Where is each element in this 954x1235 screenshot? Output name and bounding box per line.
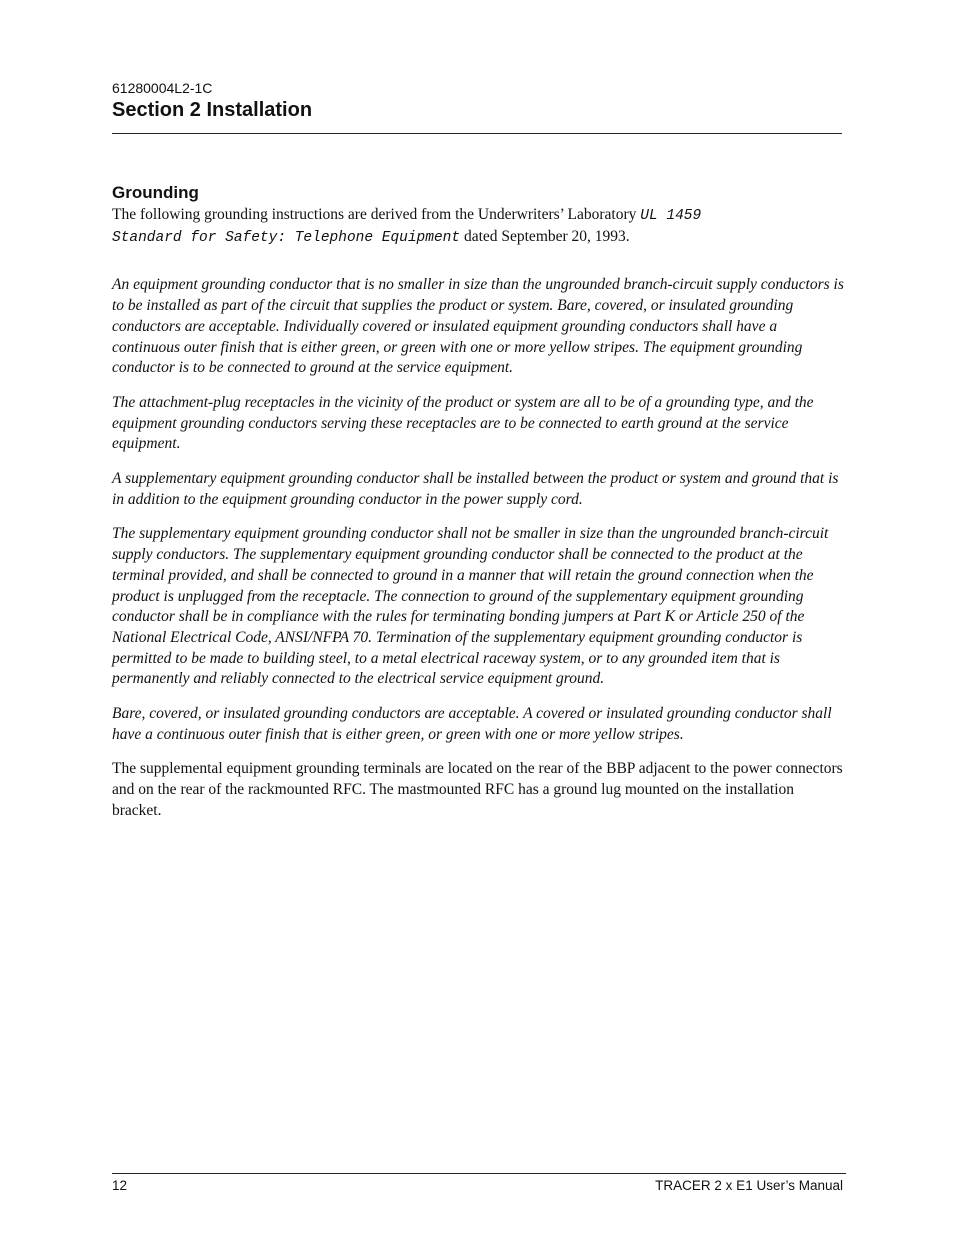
footer-divider [112, 1173, 846, 1174]
grounding-section [112, 182, 846, 822]
quoted-paragraph-3: A supplementary equipment grounding conductor shall be installed between the product or system and ground that is in addition to the equipment grounding conductor in the power supply cord. [112, 470, 839, 508]
standard-name-line2: Standard for Safety: Telephone Equipment [112, 229, 461, 246]
manual-title: TRACER 2 x E1 User’s Manual [655, 1178, 843, 1193]
header-divider [112, 133, 842, 134]
document-number: 61280004L2-1C [112, 80, 213, 96]
grounding-heading: Grounding [112, 183, 199, 202]
intro-text: The following grounding instructions are derived from the Underwriters’ Laboratory [112, 206, 641, 223]
intro-paragraph [112, 205, 846, 248]
page-number: 12 [112, 1178, 128, 1193]
quoted-paragraph-1: An equipment grounding conductor that is no smaller in size than the ungrounded branch-circuit supply conductors is to be installed as part of the circuit that supplies the product or system. Bare, covered, or insulated grounding conductors are acceptable. Individually covered or insulated equipment grounding conductors shall have a continuous outer finish that is either green, or green with one or more yellow stripes. The equipment grounding conductor is to be connected to ground at the service equipment. [112, 276, 844, 377]
standard-name-line1: UL 1459 [640, 208, 702, 224]
closing-paragraph: The supplemental equipment grounding terminals are located on the rear of the BBP adjacent to the power connectors and on the rear of the rackmounted RFC. The mastmounted RFC has a ground lug mounted on the installation bracket. [112, 760, 843, 819]
section-title: Section 2 Installation [112, 99, 313, 121]
quoted-paragraph-2: The attachment-plug receptacles in the vicinity of the product or system are all to be of a grounding type, and the equipment grounding conductors serving these receptacles are to be connected to earth ground at the service equipment. [112, 393, 814, 453]
intro-date-text: dated September 20, 1993. [460, 227, 630, 245]
quoted-paragraph-4: The supplementary equipment grounding conductor shall not be smaller in size than the ungrounded branch-circuit supply conductors. The supplementary equipment grounding conductor shall be connected to the product at the terminal provided, and shall be connected to ground in a manner that will retain the ground connection when the product is unplugged from the receptacle. The connection to ground of the supplementary equipment grounding conductor shall be in compliance with the rules for terminating bonding jumpers at Part K or Article 250 of the National Electrical Code, ANSI/NFPA 70. Termination of the supplementary equipment grounding conductor is permitted to be made to building steel, to a metal electrical raceway system, or to any grounded item that is permanently and reliably connected to the electrical service equipment ground. [112, 525, 829, 688]
quoted-paragraph-5: Bare, covered, or insulated grounding conductors are acceptable. A covered or insulated grounding conductor shall have a continuous outer finish that is either green, or green with one or more yellow stripes. [112, 705, 832, 743]
page-header [112, 80, 842, 122]
